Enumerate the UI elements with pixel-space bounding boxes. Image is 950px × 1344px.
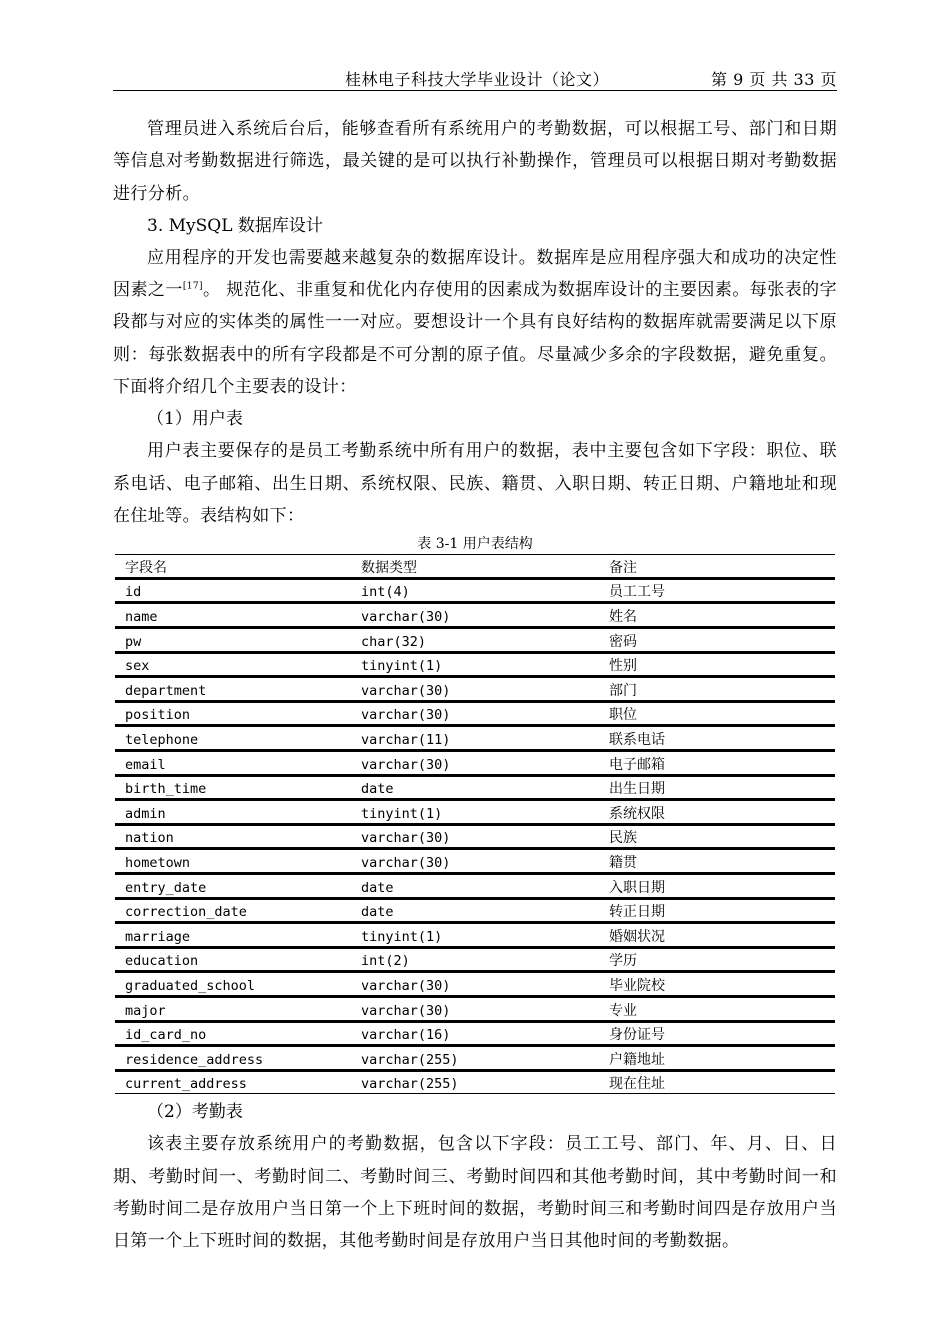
cell-field-name: department — [125, 682, 207, 699]
cell-field-name: position — [125, 707, 191, 724]
table-row — [115, 751, 835, 776]
table-row — [115, 603, 835, 628]
paragraph-database-design-part2: 。 规范化、非重复和优化内存使用的因素成为数据库设计的主要因素。每张表的字段都与对应的实体类的属性一一对应。要想设计一个具有良好结构的数据库就需要满足以下原则：每张数据表中的所有字段都是不可分割的原子值。尽量减少多余的字段数据，避免重复。下面将介绍几个主要表的设计： — [113, 280, 837, 398]
paragraph-database-design — [113, 242, 837, 403]
cell-data-type: date — [361, 904, 394, 921]
cell-field-name: id — [125, 584, 142, 601]
cell-data-type: tinyint(1) — [361, 928, 443, 945]
cell-field-name: hometown — [125, 854, 191, 871]
header-page-info: 第 9 页 共 33 页 — [711, 70, 837, 89]
cell-field-name: entry_date — [125, 879, 207, 896]
cell-note: 户籍地址 — [609, 1051, 665, 1068]
cell-field-name: current_address — [125, 1076, 247, 1093]
cell-field-name: admin — [125, 805, 166, 822]
cell-note: 民族 — [609, 830, 637, 847]
cell-data-type: varchar(30) — [361, 830, 451, 847]
table-row — [115, 1046, 835, 1071]
cell-data-type: varchar(30) — [361, 707, 451, 724]
cell-note: 部门 — [609, 682, 637, 699]
table-row — [115, 873, 835, 898]
cell-data-type: varchar(30) — [361, 609, 451, 626]
table-row — [115, 775, 835, 800]
table-row — [115, 972, 835, 997]
table-row — [115, 677, 835, 702]
cell-data-type: int(2) — [361, 953, 410, 970]
table-caption: 表 3-1 用户表结构 — [417, 536, 533, 553]
cell-note: 电子邮箱 — [609, 756, 665, 773]
table-row — [115, 800, 835, 825]
table-row — [115, 849, 835, 874]
paragraph-user-table: 用户表主要保存的是员工考勤系统中所有用户的数据，表中主要包含如下字段：职位、联系电话、电子邮箱、出生日期、系统权限、民族、籍贯、入职日期、转正日期、户籍地址和现在住址等。表结构如下： — [113, 441, 837, 526]
cell-note: 系统权限 — [609, 805, 665, 822]
cell-field-name: marriage — [125, 928, 191, 945]
cell-note: 性别 — [609, 658, 637, 675]
table-row — [115, 701, 835, 726]
cell-field-name: email — [125, 756, 166, 773]
cell-field-name: name — [125, 609, 158, 626]
cell-field-name: nation — [125, 830, 174, 847]
cell-field-name: telephone — [125, 732, 199, 749]
cell-field-name: birth_time — [125, 781, 207, 798]
cell-note: 专业 — [609, 1002, 637, 1019]
cell-note: 员工工号 — [609, 584, 665, 601]
cell-note: 职位 — [609, 707, 637, 724]
cell-data-type: varchar(30) — [361, 977, 451, 994]
cell-data-type: date — [361, 879, 394, 896]
paragraph-attendance-table: 该表主要存放系统用户的考勤数据，包含以下字段：员工工号、部门、年、月、日、日期、考勤时间一、考勤时间二、考勤时间三、考勤时间四和其他考勤时间，其中考勤时间一和考勤时间二是存放用户当日第一个上下班时间的数据，考勤时间三和考勤时间四是存放用户当日第一个上下班时间的数据，其他考勤时间是存放用户当日其他时间的考勤数据。 — [113, 1134, 837, 1252]
cell-data-type: tinyint(1) — [361, 658, 443, 675]
cell-data-type: varchar(30) — [361, 682, 451, 699]
cell-data-type: date — [361, 781, 394, 798]
cell-note: 密码 — [609, 633, 637, 650]
cell-note: 身份证号 — [609, 1027, 665, 1044]
column-header-type: 数据类型 — [361, 559, 417, 576]
cell-data-type: varchar(11) — [361, 732, 451, 749]
cell-data-type: varchar(30) — [361, 854, 451, 871]
user-table-structure — [115, 554, 835, 1094]
cell-data-type: char(32) — [361, 633, 427, 650]
table-row — [115, 726, 835, 751]
cell-field-name: sex — [125, 658, 150, 675]
cell-field-name: pw — [125, 633, 142, 650]
cell-note: 转正日期 — [609, 904, 665, 921]
cell-note: 籍贯 — [609, 854, 637, 871]
cell-note: 现在住址 — [609, 1076, 665, 1093]
table-header-row — [115, 555, 835, 579]
column-header-note: 备注 — [609, 559, 637, 576]
cell-field-name: education — [125, 953, 199, 970]
cell-note: 出生日期 — [609, 781, 665, 798]
paragraph-admin-backend: 管理员进入系统后台后，能够查看所有系统用户的考勤数据，可以根据工号、部门和日期等信息对考勤数据进行筛选，最关键的是可以执行补勤操作，管理员可以根据日期对考勤数据进行分析。 — [113, 119, 837, 204]
paragraph-database-design-part1: 应用程序的开发也需要越来越复杂的数据库设计。数据库是应用程序强大和成功的决定性因素之一 — [113, 247, 837, 301]
column-header-field: 字段名 — [125, 559, 167, 576]
table-row — [115, 898, 835, 923]
cell-note: 学历 — [609, 953, 637, 970]
cell-note: 联系电话 — [609, 732, 665, 749]
cell-data-type: varchar(30) — [361, 756, 451, 773]
cell-data-type: tinyint(1) — [361, 805, 443, 822]
cell-data-type: varchar(255) — [361, 1051, 459, 1068]
table-row — [115, 1021, 835, 1046]
subheading-user-table: （1）用户表 — [147, 409, 243, 430]
header-title: 桂林电子科技大学毕业设计（论文） — [345, 70, 610, 89]
table-row — [115, 824, 835, 849]
cell-note: 姓名 — [609, 609, 637, 626]
table-row — [115, 628, 835, 653]
cell-data-type: int(4) — [361, 584, 410, 601]
table-row — [115, 652, 835, 677]
cell-note: 婚姻状况 — [609, 928, 665, 945]
cell-note: 毕业院校 — [609, 977, 665, 994]
table-row — [115, 996, 835, 1021]
page-header — [113, 64, 837, 91]
table-row — [115, 947, 835, 972]
cell-field-name: major — [125, 1002, 166, 1019]
table-row — [115, 923, 835, 948]
cell-field-name: graduated_school — [125, 977, 256, 994]
table-body — [115, 578, 835, 1093]
cell-field-name: residence_address — [125, 1051, 264, 1068]
cell-data-type: varchar(255) — [361, 1076, 459, 1093]
cell-note: 入职日期 — [609, 879, 665, 896]
page-body — [113, 113, 837, 1258]
citation-ref: [17] — [182, 281, 203, 292]
cell-data-type: varchar(30) — [361, 1002, 451, 1019]
subheading-attendance-table: （2）考勤表 — [147, 1102, 243, 1123]
table-row — [115, 578, 835, 603]
cell-field-name: correction_date — [125, 904, 247, 921]
cell-field-name: id_card_no — [125, 1027, 207, 1044]
table-row — [115, 1070, 835, 1094]
cell-data-type: varchar(16) — [361, 1027, 451, 1044]
section-heading-mysql: 3. MySQL 数据库设计 — [147, 215, 323, 236]
